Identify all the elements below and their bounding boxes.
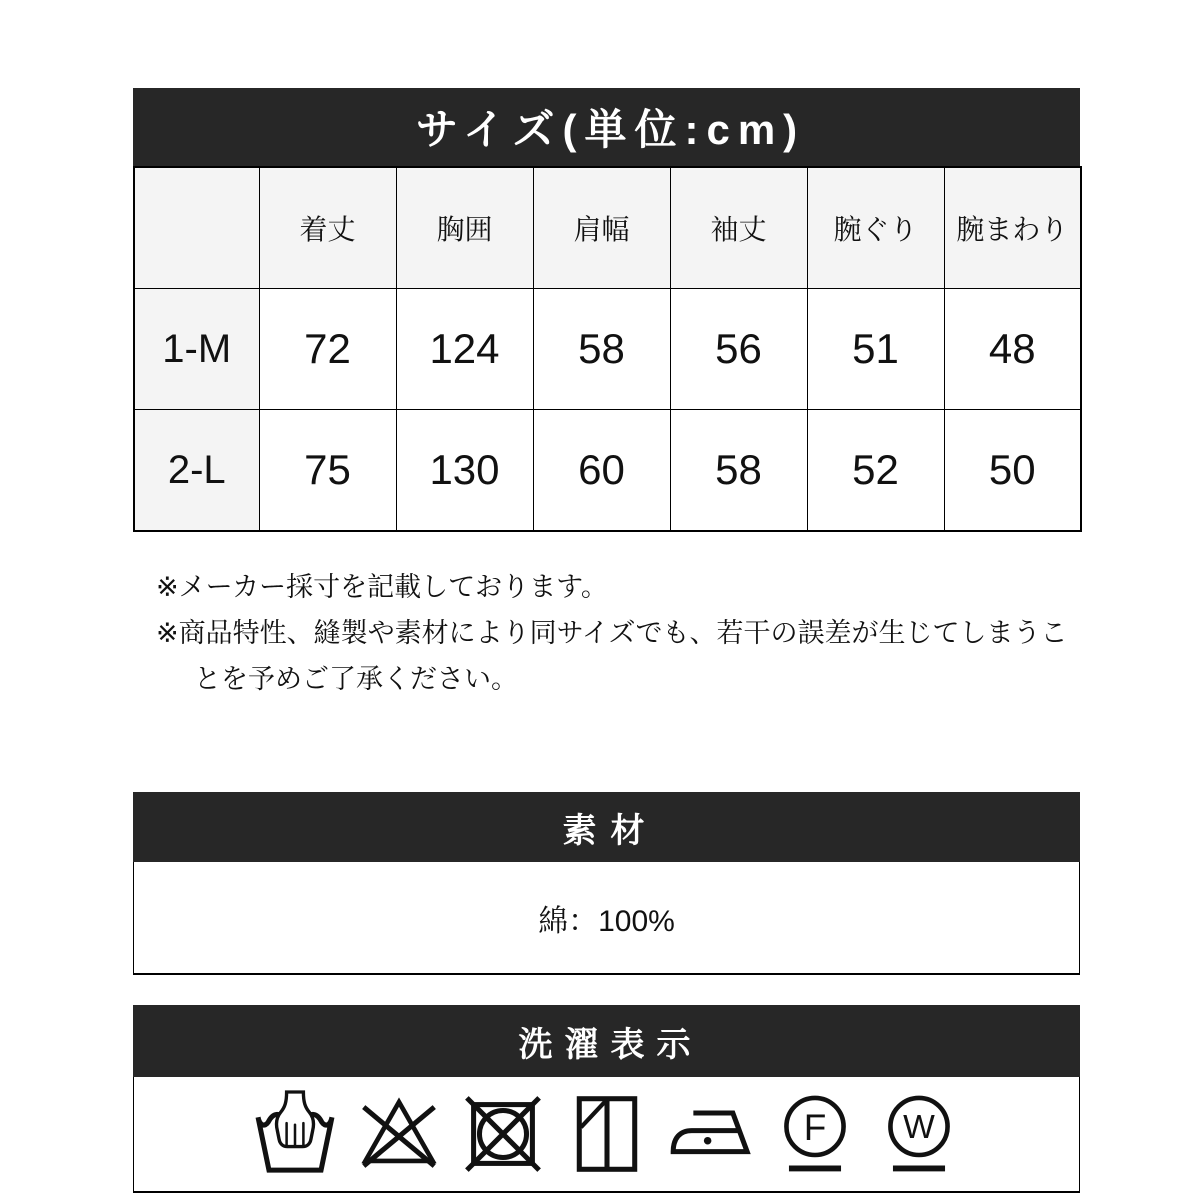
wash-care-section [133,1005,1080,1193]
content-column [133,88,1080,1193]
size-section [133,88,1080,532]
row-label-2-L: 2-L [134,410,259,532]
material-value: 綿：100% [538,904,675,938]
column-header-1: 胸囲 [396,167,533,289]
wet-clean-W-gentle-icon [877,1087,961,1181]
wet-clean-letter: W [902,1109,935,1147]
size-value-cell: 50 [944,410,1081,532]
size-value-cell: 72 [259,289,396,410]
size-value-cell: 51 [807,289,944,410]
column-header-4: 腕ぐり [807,167,944,289]
size-section-title: サイズ(単位:cm) [415,106,806,153]
line-dry-in-shade-icon [565,1087,649,1181]
material-value-box [133,862,1080,975]
dry-clean-letter: F [803,1106,826,1148]
note-line-2: ※商品特性、縫製や素材により同サイズでも、若干の誤差が生じてしまうことを予めご了承ください。 [156,618,1068,694]
size-value-cell: 58 [670,410,807,532]
wash-care-section-title: 洗濯表示 [518,1025,703,1064]
size-value-cell: 60 [533,410,670,532]
iron-low-temp-icon [669,1087,753,1181]
wash-care-icons-row [133,1077,1080,1193]
column-header-2: 肩幅 [533,167,670,289]
material-section-title: 素材 [562,811,659,850]
corner-cell [134,167,259,289]
size-value-cell: 52 [807,410,944,532]
column-header-3: 袖丈 [670,167,807,289]
do-not-tumble-dry-icon [461,1087,545,1181]
material-section [133,792,1080,975]
do-not-bleach-icon [357,1087,441,1181]
wash-care-section-header [133,1005,1080,1077]
size-section-header [133,88,1080,166]
material-section-header [133,792,1080,862]
hand-wash-icon [253,1087,337,1181]
note-line-1: ※メーカー採寸を記載しております。 [156,572,608,602]
size-table [133,166,1082,532]
size-notes [156,564,1068,747]
column-header-0: 着丈 [259,167,396,289]
dry-clean-F-gentle-icon [773,1087,857,1181]
size-value-cell: 124 [396,289,533,410]
row-label-1-M: 1-M [134,289,259,410]
size-value-cell: 48 [944,289,1081,410]
size-value-cell: 56 [670,289,807,410]
column-header-5: 腕まわり [944,167,1081,289]
size-value-cell: 130 [396,410,533,532]
size-value-cell: 75 [259,410,396,532]
size-value-cell: 58 [533,289,670,410]
